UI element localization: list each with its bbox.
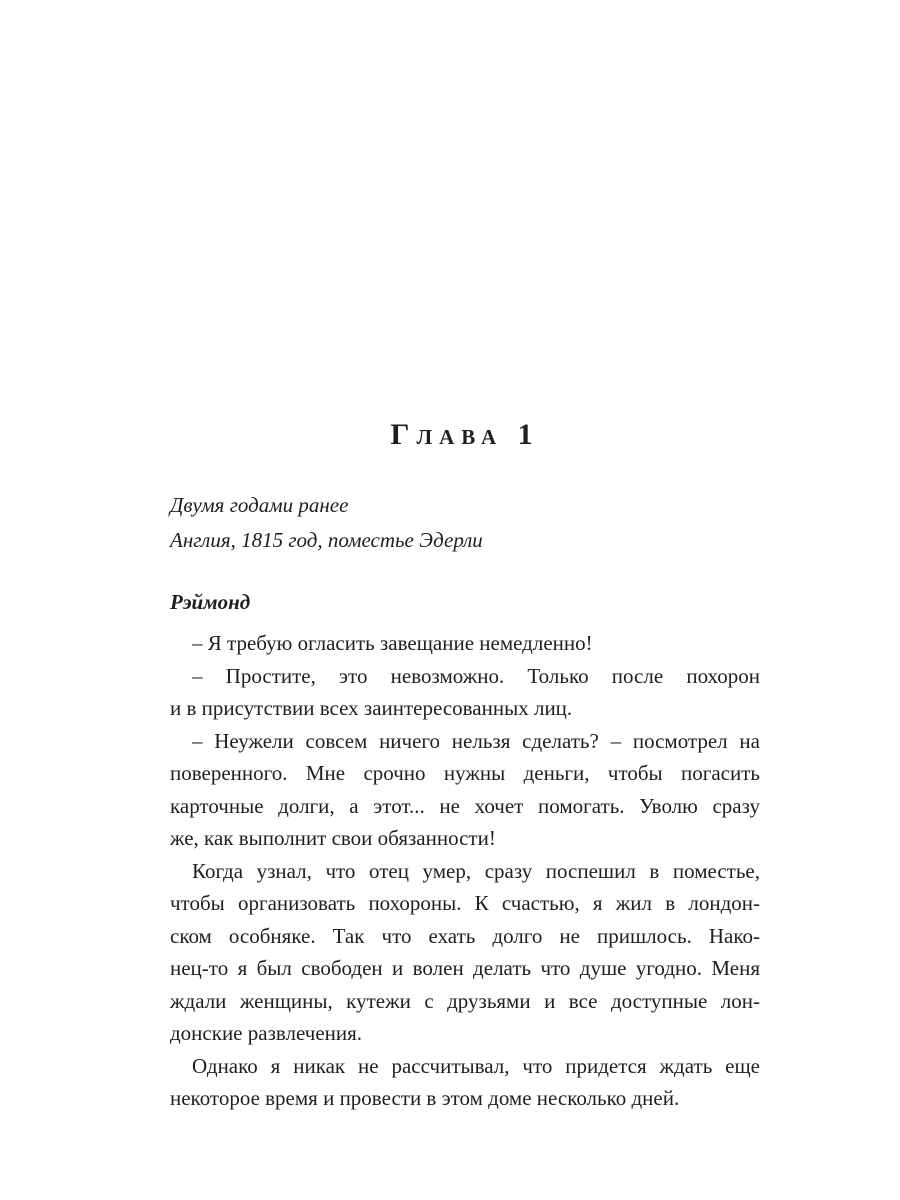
- epigraph: [170, 488, 760, 558]
- text-line: – Простите, это невозможно. Только после похорон: [192, 663, 760, 688]
- text-line: ждали женщины, кутежи с друзьями и все доступные лон-: [170, 988, 760, 1013]
- text-line: и в присутствии всех заинтересованных лиц.: [170, 696, 573, 720]
- text-line: донские развлечения.: [170, 1021, 363, 1045]
- paragraph: [170, 627, 760, 660]
- narrator-name: Рэймонд: [170, 590, 251, 614]
- text-line: карточные долги, а этот... не хочет помогать. Уволю сразу: [170, 793, 760, 818]
- chapter-body: [170, 627, 760, 1115]
- paragraph: [170, 1050, 760, 1115]
- text-line: некоторое время и провести в этом доме несколько дней.: [170, 1086, 680, 1110]
- chapter-title: Глава 1: [390, 418, 540, 451]
- text-line: Когда узнал, что отец умер, сразу поспешил в поместье,: [192, 858, 760, 883]
- book-page: [170, 0, 760, 1200]
- text-line: же, как выполнит свои обязанности!: [170, 826, 496, 850]
- text-line: Однако я никак не рассчитывал, что придется ждать еще: [192, 1053, 760, 1078]
- paragraph: [170, 725, 760, 855]
- text-line: нец-то я был свободен и волен делать что душе угодно. Меня: [170, 956, 760, 980]
- paragraph: [170, 660, 760, 725]
- paragraph: [170, 855, 760, 1050]
- text-line: ском особняке. Так что ехать долго не пришлось. Нако-: [170, 923, 760, 948]
- epigraph-time: Двумя годами ранее: [170, 493, 349, 517]
- text-line: поверенного. Мне срочно нужны деньги, чтобы погасить: [170, 761, 760, 785]
- text-line: – Я требую огласить завещание немедленно!: [192, 631, 593, 655]
- text-line: чтобы организовать похороны. К счастью, я жил в лондон-: [170, 891, 760, 915]
- epigraph-place: Англия, 1815 год, поместье Эдерли: [170, 528, 483, 552]
- text-line: – Неужели совсем ничего нельзя сделать? – посмотрел на: [192, 728, 760, 753]
